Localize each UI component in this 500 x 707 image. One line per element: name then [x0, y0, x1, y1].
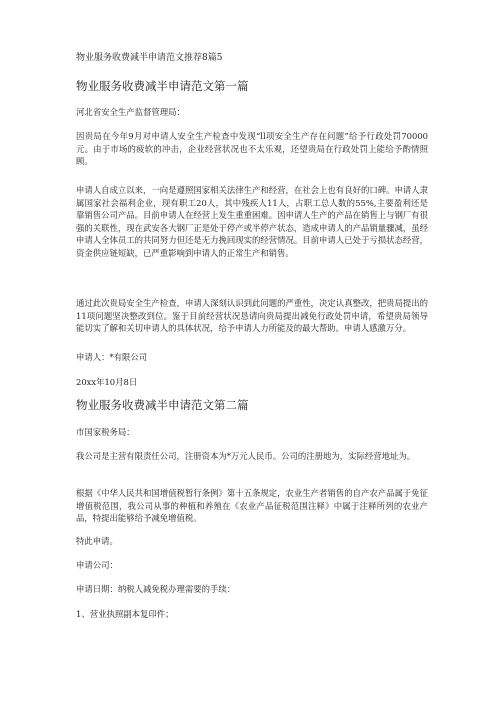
document-page	[76, 0, 428, 707]
section2-paragraph-2: 根据《中华人民共和国增值税暂行条例》第十五条规定，农业生产者销售的自产农产品属于免征增值税范围，我公司从事的种植和养殖在《农业产品征税范围注释》中属于注释所列的农业产品，特提出能够给予减免增值税。	[76, 488, 428, 524]
section2-date-line: 申请日期：纳税人减免税办理需要的手续：	[76, 584, 236, 594]
section2-paragraph-1: 我公司是主营有限责任公司，注册资本为*万元人民币。公司的注册地为，实际经营地址为。	[76, 451, 416, 461]
section2-paragraph-3: 特此申请。	[76, 536, 118, 546]
section1-paragraph-2: 申请人自成立以来，一向是遵照国家相关法律生产和经营，在社会上也有良好的口碑。申请人隶属国家社会福利企业，现有职工20人，其中残疾人11人，占职工总人数的55%,主要盈利还是靠销售公司产品。目前申请人在经营上发生重重困难。因申请人生产的产品在销售上与钢厂有很强的关联性，现在武安各大钢厂正是处于停产或半停产状态，造成申请人的产品销量骤减，虽经申请人全体员工的共同努力但还是无力挽回现实的经营情况。目前申请人已处于亏损状态经营，资金供应链短缺，已严重影响到申请人的正常生产和销售。	[76, 185, 428, 258]
section2-applicant: 申请公司：	[76, 560, 118, 570]
section1-title: 物业服务收费减半申请范文第一篇	[76, 79, 249, 93]
section2-title: 物业服务收费减半申请范文第二篇	[76, 398, 249, 412]
section2-list-item-1: 1、营业执照副本复印件；	[76, 609, 174, 619]
section1-paragraph-1: 因贵局在今年9月对申请人安全生产检查中发现“ll项安全生产存在问题”给予行政处罚70000元。由于市场的疲软的冲击，企业经营状况也不太乐观，还望贵局在行政处罚上能给予酌情照顾。	[76, 131, 428, 167]
section1-paragraph-3: 通过此次贵局安全生产检查，申请人深刻认识到此问题的严重性，决定认真整改，把贵局提出的11项问题坚决整改到位。鉴于目前经营状况恳请向贵局提出减免行政处罚申请，希望贵局领导能切实了解和关切申请人的具体状况，给予申请人力所能及的最大帮助。申请人感激万分。	[76, 298, 428, 334]
section1-applicant: 申请人：*有限公司	[76, 352, 148, 362]
section1-salutation: 河北省安全生产监督管理局：	[76, 107, 185, 117]
section1-date: 20xx年10月8日	[76, 377, 138, 387]
section2-salutation: 市国家税务局：	[76, 427, 135, 437]
document-title: 物业服务收费减半申请范文推荐8篇5	[76, 53, 223, 63]
